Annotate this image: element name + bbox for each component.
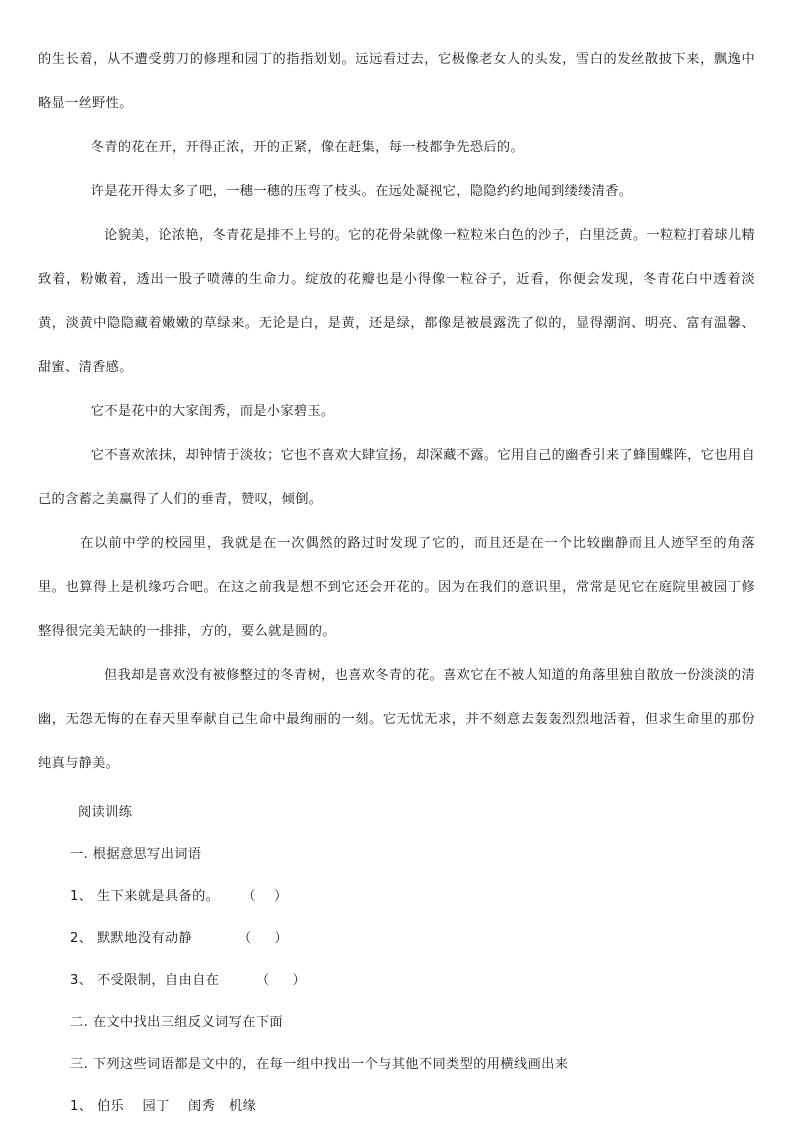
exercise-item: 1、 伯乐 园丁 闺秀 机缘 xyxy=(70,1099,257,1114)
exercise-title: 阅读训练 xyxy=(78,805,133,820)
exercise-section-two-heading: 二. 在文中找出三组反义词写在下面 xyxy=(70,1015,283,1030)
paragraph-modest: 它不喜欢浓抹，却钟情于淡妆；它也不喜欢大肆宣扬，却深藏不露。它用自己的幽香引来了蜂围蝶阵，它也用自己的含蓄之美赢得了人们的垂青，赞叹，倾倒。 xyxy=(38,448,755,507)
paragraph-xiaojia-biyu: 它不是花中的大家闺秀，而是小家碧玉。 xyxy=(90,404,335,419)
paragraph-too-many-flowers: 许是花开得太多了吧，一穗一穗的压弯了枝头。在远处凝视它，隐隐约约地闻到缕缕清香。 xyxy=(90,184,633,199)
paragraph-conclusion: 但我却是喜欢没有被修整过的冬青树，也喜欢冬青的花。喜欢它在不被人知道的角落里独自散放一份淡淡的清幽，无怨无悔的在春天里奉献自己生命中最绚丽的一刻。它无忧无求，并不刻意去轰轰烈烈地活着，但求生命里的那份纯真与静美。 xyxy=(38,668,755,771)
exercise-item: 3、 不受限制，自由自在 （ ） xyxy=(70,973,307,988)
article-body xyxy=(38,38,755,786)
exercise-section xyxy=(38,792,760,1128)
paragraph-school-memory: 在以前中学的校园里，我就是在一次偶然的路过时发现了它的，而且还是在一个比较幽静而且人迹罕至的角落里。也算得上是机缘巧合吧。在这之前我是想不到它还会开花的。因为在我们的意识里，常常是见它在庭院里被园丁修整得很完美无缺的一排排，方的，要么就是圆的。 xyxy=(38,536,755,639)
exercise-section-one-heading: 一. 根据意思写出词语 xyxy=(70,847,202,862)
exercise-section-three-heading: 三. 下列这些词语都是文中的，在每一组中找出一个与其他不同类型的用横线画出来 xyxy=(70,1057,569,1072)
paragraph-appearance: 论貌美，论浓艳，冬青花是排不上号的。它的花骨朵就像一粒粒米白色的沙子，白里泛黄。一粒粒打着球儿精致着，粉嫩着，透出一股子喷薄的生命力。绽放的花瓣也是小得像一粒谷子，近看，你便会发现，冬青花白中透着淡黄，淡黄中隐隐藏着嫩嫩的草绿来。无论是白，是黄，还是绿，都像是被晨露洗了似的，显得潮润、明亮、富有温馨、甜蜜、清香感。 xyxy=(38,228,755,375)
exercise-item: 2、 默默地没有动静 （ ） xyxy=(70,931,289,946)
paragraph-blossoming: 冬青的花在开，开得正浓，开的正紧，像在赶集，每一枝都争先恐后的。 xyxy=(90,140,524,155)
paragraph-continuation: 的生长着，从不遭受剪刀的修理和园丁的指指划划。远远看过去，它极像老女人的头发，雪白的发丝散披下来，飘逸中略显一丝野性。 xyxy=(38,52,755,111)
exercise-item: 1、 生下来就是具备的。 （ ） xyxy=(70,889,288,904)
